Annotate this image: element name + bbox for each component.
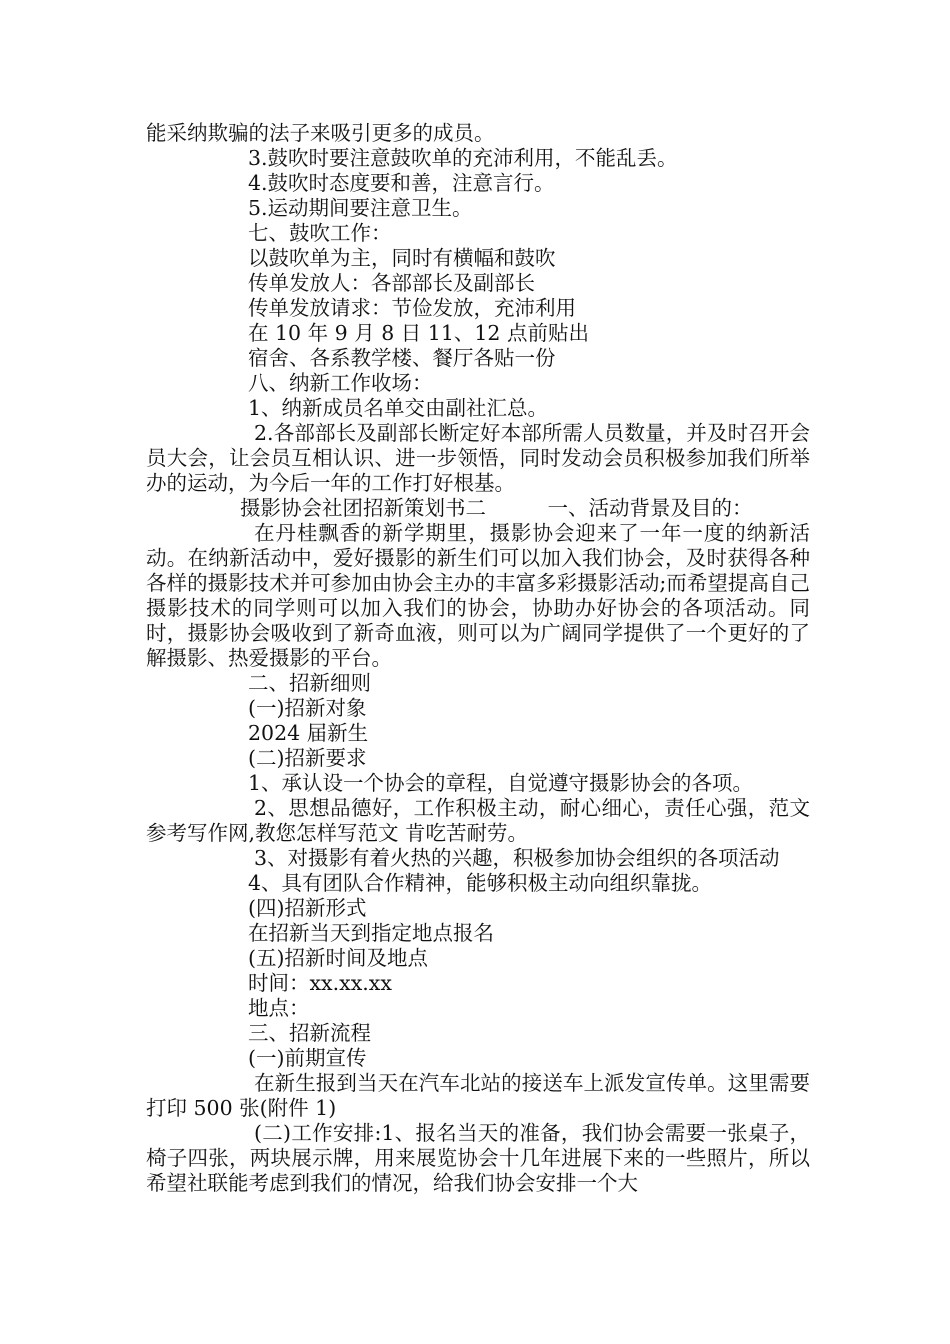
paragraph: 传单发放请求：节俭发放，充沛利用 — [248, 296, 576, 320]
paragraph: 地点： — [248, 996, 310, 1020]
paragraph: 在 10 年 9 月 8 日 11、12 点前贴出 — [248, 321, 589, 345]
subsection-heading: (一)招新对象 — [248, 696, 367, 720]
subsection-heading: (一)前期宣传 — [248, 1046, 367, 1070]
paragraph: 能采纳欺骗的法子来吸引更多的成员。 — [146, 121, 495, 145]
section-heading: 八、纳新工作收场： — [248, 371, 433, 395]
paragraph: 4.鼓吹时态度要和善，注意言行。 — [248, 171, 555, 195]
paragraph: 3.鼓吹时要注意鼓吹单的充沛利用，不能乱丢。 — [248, 146, 678, 170]
paragraph: 以鼓吹单为主，同时有横幅和鼓吹 — [248, 246, 556, 270]
document-body — [146, 121, 810, 1196]
document-title: 摄影协会社团招新策划书二 一、活动背景及目的： — [240, 496, 753, 520]
subsection-heading: (二)招新要求 — [248, 746, 367, 770]
paragraph: 在招新当天到指定地点报名 — [248, 921, 494, 945]
paragraph: 1、承认设一个协会的章程，自觉遵守摄影协会的各项。 — [248, 771, 754, 795]
paragraph: 4、具有团队合作精神，能够积极主动向组织靠拢。 — [248, 871, 713, 895]
section-heading: 二、招新细则 — [248, 671, 371, 695]
section-heading: 七、鼓吹工作： — [248, 221, 392, 245]
paragraph: 2.各部部长及副部长断定好本部所需人员数量，并及时召开会员大会，让会员互相认识、进一步领悟，同时发动会员积极参加我们所举办的运动，为今后一年的工作打好根基。 — [146, 421, 810, 495]
paragraph: 在丹桂飘香的新学期里，摄影协会迎来了一年一度的纳新活动。在纳新活动中，爱好摄影的新生们可以加入我们协会，及时获得各种各样的摄影技术并可参加由协会主办的丰富多彩摄影活动;而希望提高自己摄影技术的同学则可以加入我们的协会，协助办好协会的各项活动。同时，摄影协会吸收到了新奇血液，则可以为广阔同学提供了一个更好的了解摄影、热爱摄影的平台。 — [146, 521, 810, 670]
paragraph: 1、纳新成员名单交由副社汇总。 — [248, 396, 549, 420]
paragraph: 时间：xx.xx.xx — [248, 971, 392, 995]
subsection-heading: (五)招新时间及地点 — [248, 946, 428, 970]
paragraph: 宿舍、各系教学楼、餐厅各贴一份 — [248, 346, 556, 370]
paragraph: (二)工作安排:1、报名当天的准备，我们协会需要一张桌子，椅子四张，两块展示牌，用来展览协会十几年进展下来的一些照片，所以希望社联能考虑到我们的情况，给我们协会安排一个大 — [146, 1121, 810, 1195]
section-heading: 三、招新流程 — [248, 1021, 371, 1045]
subsection-heading: (四)招新形式 — [248, 896, 367, 920]
paragraph: 2、思想品德好，工作积极主动，耐心细心，责任心强，范文参考写作网,教您怎样写范文 肯吃苦耐劳。 — [146, 796, 810, 845]
paragraph: 5.运动期间要注意卫生。 — [248, 196, 473, 220]
paragraph: 3、对摄影有着火热的兴趣，积极参加协会组织的各项活动 — [254, 846, 780, 870]
paragraph: 传单发放人：各部部长及副部长 — [248, 271, 535, 295]
paragraph: 在新生报到当天在汽车北站的接送车上派发宣传单。这里需要打印 500 张(附件 1) — [146, 1071, 810, 1120]
paragraph: 2024 届新生 — [248, 721, 369, 745]
